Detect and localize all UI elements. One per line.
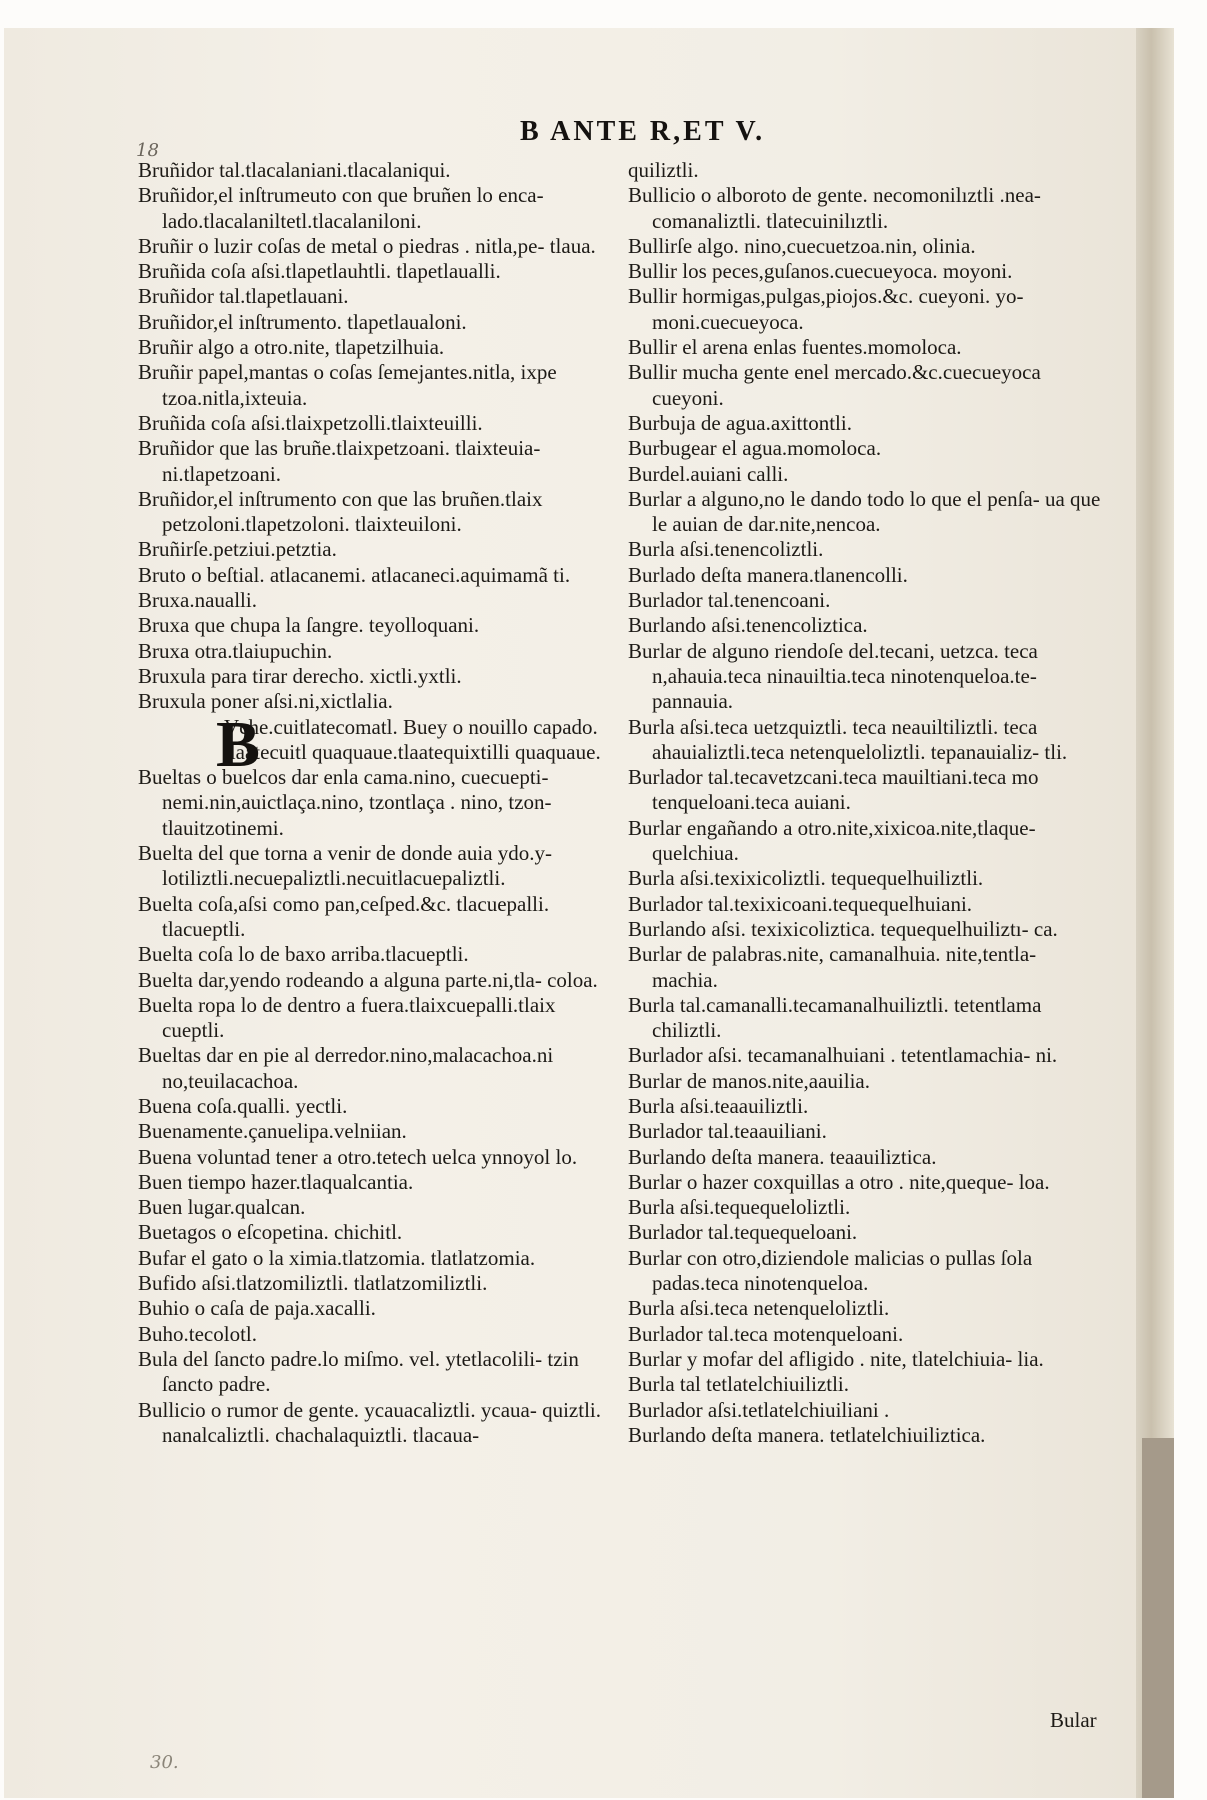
dictionary-entry: Bruñidor tal.tlacalaniani.tlacalaniqui. (138, 158, 451, 182)
dictionary-entry: Bruxa.naualli. (138, 588, 257, 613)
dictionary-entry: Bullir el arena enlas fuentes.momoloca. (628, 335, 962, 360)
dictionary-entry: Burla aſsi.teca uetzquiztli. teca neauiltiliztli. teca ahauializtli.teca netenqueloliztli. tepanauializ- tli. (628, 714, 1068, 764)
dictionary-entry: Burdel.auiani calli. (628, 461, 789, 486)
dictionary-entry: Burlador tal.teca motenqueloani. (628, 1321, 904, 1346)
dictionary-entry: Bullir los peces,guſanos.cuecueyoca. moyoni. (628, 259, 1013, 284)
dictionary-entry: Bruxula para tirar derecho. xictli.yxtli. (138, 663, 462, 688)
folio-number: 18 (136, 140, 159, 161)
dictionary-entry: Bruñida coſa aſsi.tlaixpetzolli.tlaixteuilli. (138, 410, 483, 435)
dictionary-entry: Burlador tal.tecavetzcani.teca mauiltiani.teca mo tenqueloani.teca auiani. (628, 765, 1039, 815)
dictionary-entry-initial (138, 707, 618, 781)
dictionary-entry: Bueltas o buelcos dar enla cama.nino, cuecuepti- nemi.nin,auictlaça.nino, tzontlaça . nino, tzon- tlauitzotinemi. (138, 765, 552, 840)
dictionary-entry: Burla aſsi.tenencoliztli. (628, 537, 824, 562)
dictionary-entry: Buelta coſa,aſsi como pan,ceſped.&c. tlacuepalli. tlacueptli. (138, 891, 550, 941)
dictionary-entry: Bufido aſsi.tlatzomiliztli. tlatlatzomiliztli. (138, 1271, 488, 1296)
dictionary-entry: Burlando deſta manera. tetlatelchiuiliztica. (628, 1422, 986, 1447)
dictionary-entry: Burla aſsi.teca netenqueloliztli. (628, 1296, 890, 1321)
dictionary-entry: Burlador aſsi.tetlatelchiuiliani . (628, 1397, 890, 1422)
dictionary-entry: Burlador aſsi. tecamanalhuiani . tetentlamachia- ni. (628, 1043, 1058, 1068)
dictionary-entry: Buen lugar.qualcan. (138, 1195, 306, 1220)
dictionary-entry: Burla tal tetlatelchiuiliztli. (628, 1372, 850, 1397)
dictionary-entry: Burla aſsi.teaauiliztli. (628, 1093, 809, 1118)
dictionary-entry: Burlar de manos.nite,aauilia. (628, 1068, 871, 1093)
dictionary-entry: Buetagos o eſcopetina. chichitl. (138, 1220, 403, 1245)
right-column (628, 158, 1103, 1448)
dictionary-entry: Burlar de alguno riendoſe del.tecani, uetzca. teca n,ahauia.teca ninauiltia.teca ninotenqueloa.te- pannauia. (628, 638, 1038, 714)
dictionary-entry: Bruxa otra.tlaiupuchin. (138, 638, 333, 663)
dictionary-entry: Buhio o caſa de paja.xacalli. (138, 1296, 376, 1321)
dictionary-entry: Burla aſsi.texixicoliztli. tequequelhuiliztli. (628, 866, 984, 891)
dictionary-entry: Burlar con otro,diziendole malicias o pullas ſola padas.teca ninotenqueloa. (628, 1245, 1033, 1296)
dictionary-entry: Bruñidor,el inſtrumeuto con que bruñen lo enca- lado.tlacalaniltetl.tlacalaniloni. (138, 183, 544, 233)
dictionary-entry: Burlador tal.texixicoani.tequequelhuiani. (628, 891, 973, 916)
dictionary-entry: Bufar el gato o la ximia.tlatzomia. tlatlatzomia. (138, 1245, 536, 1270)
dictionary-entry: Buelta del que torna a venir de donde auia ydo.y- lotiliztli.necuepaliztli.necuitlacuepaliztli. (138, 841, 553, 891)
dictionary-entry: Buelta coſa lo de baxo arriba.tlacueptli. (138, 942, 469, 967)
initial-entry-text: Vche.cuitlatecomatl. Buey o nouillo capado. tlaatecuitl quaquaue.tlaatequixtilli quaquaue. (224, 714, 601, 764)
catchword: Bular (1050, 1708, 1097, 1732)
drop-capital: B (216, 707, 261, 781)
dictionary-entry: Bruxa que chupa la ſangre. teyolloquani. (138, 613, 480, 638)
running-head: B ANTE R,ET V. (520, 116, 766, 147)
dictionary-entry: Buelta dar,yendo rodeando a alguna parte.ni,tla- coloa. (138, 967, 598, 992)
left-column (138, 158, 618, 1448)
dictionary-entry: Burlar de palabras.nite, camanalhuia. nite,tentla- machia. (628, 942, 1037, 992)
dictionary-entry: Bueltas dar en pie al derredor.nino,malacachoa.ni no,teuilacachoa. (138, 1043, 554, 1093)
dictionary-entry: Buena coſa.qualli. yectli. (138, 1093, 348, 1118)
dictionary-entry: Bullir hormigas,pulgas,piojos.&c. cueyoni. yo- moni.cuecueyoca. (628, 284, 1024, 334)
dictionary-entry: Buena voluntad tener a otro.tetech uelca ynnoyol lo. (138, 1144, 578, 1169)
dictionary-entry: Burlando aſsi.tenencoliztica. (628, 613, 868, 638)
dictionary-entry: Burlar o hazer coxquillas a otro . nite,queque- loa. (628, 1169, 1050, 1194)
dictionary-entry: Burlador tal.teaauiliani. (628, 1119, 827, 1144)
dictionary-entry: Bullicio o rumor de gente. ycauacaliztli. ycaua- quiztli. nanalcaliztli. chachalaquiztli. tlacaua- (138, 1397, 601, 1447)
dictionary-entry: Bula del ſancto padre.lo miſmo. vel. ytetlacolili- tzin ſancto padre. (138, 1346, 579, 1397)
dictionary-entry: Bullir mucha gente enel mercado.&c.cuecueyoca cueyoni. (628, 360, 1041, 410)
dictionary-entry: Bruto o beſtial. atlacanemi. atlacaneci.aquimamã ti. (138, 562, 571, 587)
dictionary-entry: Burlar y mofar del afligido . nite, tlatelchiuia- lia. (628, 1346, 1044, 1371)
dictionary-entry: Bruñidor,el inſtrumento. tlapetlaualoni. (138, 309, 467, 334)
dictionary-entry: Burla aſsi.tequequeloliztli. (628, 1195, 851, 1220)
dictionary-entry: Bruñirſe.petziui.petztia. (138, 537, 337, 562)
dictionary-entry: Buen tiempo hazer.tlaqualcantia. (138, 1169, 414, 1194)
dictionary-entry: Bruxula poner aſsi.ni,xictlalia. (138, 689, 393, 714)
dictionary-entry: Bruñir o luzir coſas de metal o piedras . nitla,pe- tlaua. (138, 233, 596, 258)
dictionary-entry: Bruñidor que las bruñe.tlaixpetzoani. tlaixteuia- ni.tlapetzoani. (138, 436, 541, 486)
dictionary-entry: Burbuja de agua.axittontli. (628, 410, 852, 435)
dictionary-entry: Burlador tal.tenencoani. (628, 588, 831, 613)
dictionary-entry: quiliztli. (628, 158, 699, 182)
signature-mark: 30. (150, 1752, 179, 1773)
dictionary-entry: Burlado deſta manera.tlanencolli. (628, 562, 908, 587)
dictionary-entry: Bullicio o alboroto de gente. necomonilıztli .nea- comanaliztli. tlatecuinilıztli. (628, 183, 1041, 233)
dictionary-entry: Burlador tal.tequequeloani. (628, 1220, 858, 1245)
dictionary-entry: Buho.tecolotl. (138, 1321, 257, 1346)
dictionary-entry: Buelta ropa lo de dentro a fuera.tlaixcuepalli.tlaix cueptli. (138, 992, 556, 1043)
dictionary-entry: Burlar engañando a otro.nite,xixicoa.nite,tlaque- quelchiua. (628, 815, 1036, 866)
dictionary-entry: Buenamente.çanuelipa.velniian. (138, 1119, 407, 1144)
dictionary-entry: Bruñidor tal.tlapetlauani. (138, 284, 349, 309)
dictionary-entry: Bullirſe algo. nino,cuecuetzoa.nin, olinia. (628, 233, 976, 258)
dictionary-entry: Bruñir algo a otro.nite, tlapetzilhuia. (138, 335, 445, 360)
next-page-edge (1142, 1438, 1174, 1798)
dictionary-entry: Burlando aſsi. texixicoliztica. tequequelhuiliztı- ca. (628, 916, 1058, 941)
dictionary-entry: Burlar a alguno,no le dando todo lo que el penſa- ua que le auian de dar.nite,nencoa. (628, 486, 1101, 537)
dictionary-entry: Burlando deſta manera. teaauiliztica. (628, 1144, 937, 1169)
dictionary-entry: Bruñida coſa aſsi.tlapetlauhtli. tlapetlaualli. (138, 259, 501, 284)
dictionary-entry: Bruñidor,el inſtrumento con que las bruñen.tlaix petzoloni.tlapetzoloni. tlaixteuiloni. (138, 486, 543, 537)
dictionary-entry: Burla tal.camanalli.tecamanalhuiliztli. tetentlama chiliztli. (628, 992, 1042, 1043)
dictionary-entry: Bruñir papel,mantas o coſas ſemejantes.nitla, ixpe tzoa.nitla,ixteuia. (138, 360, 557, 410)
dictionary-entry: Burbugear el agua.momoloca. (628, 436, 882, 461)
